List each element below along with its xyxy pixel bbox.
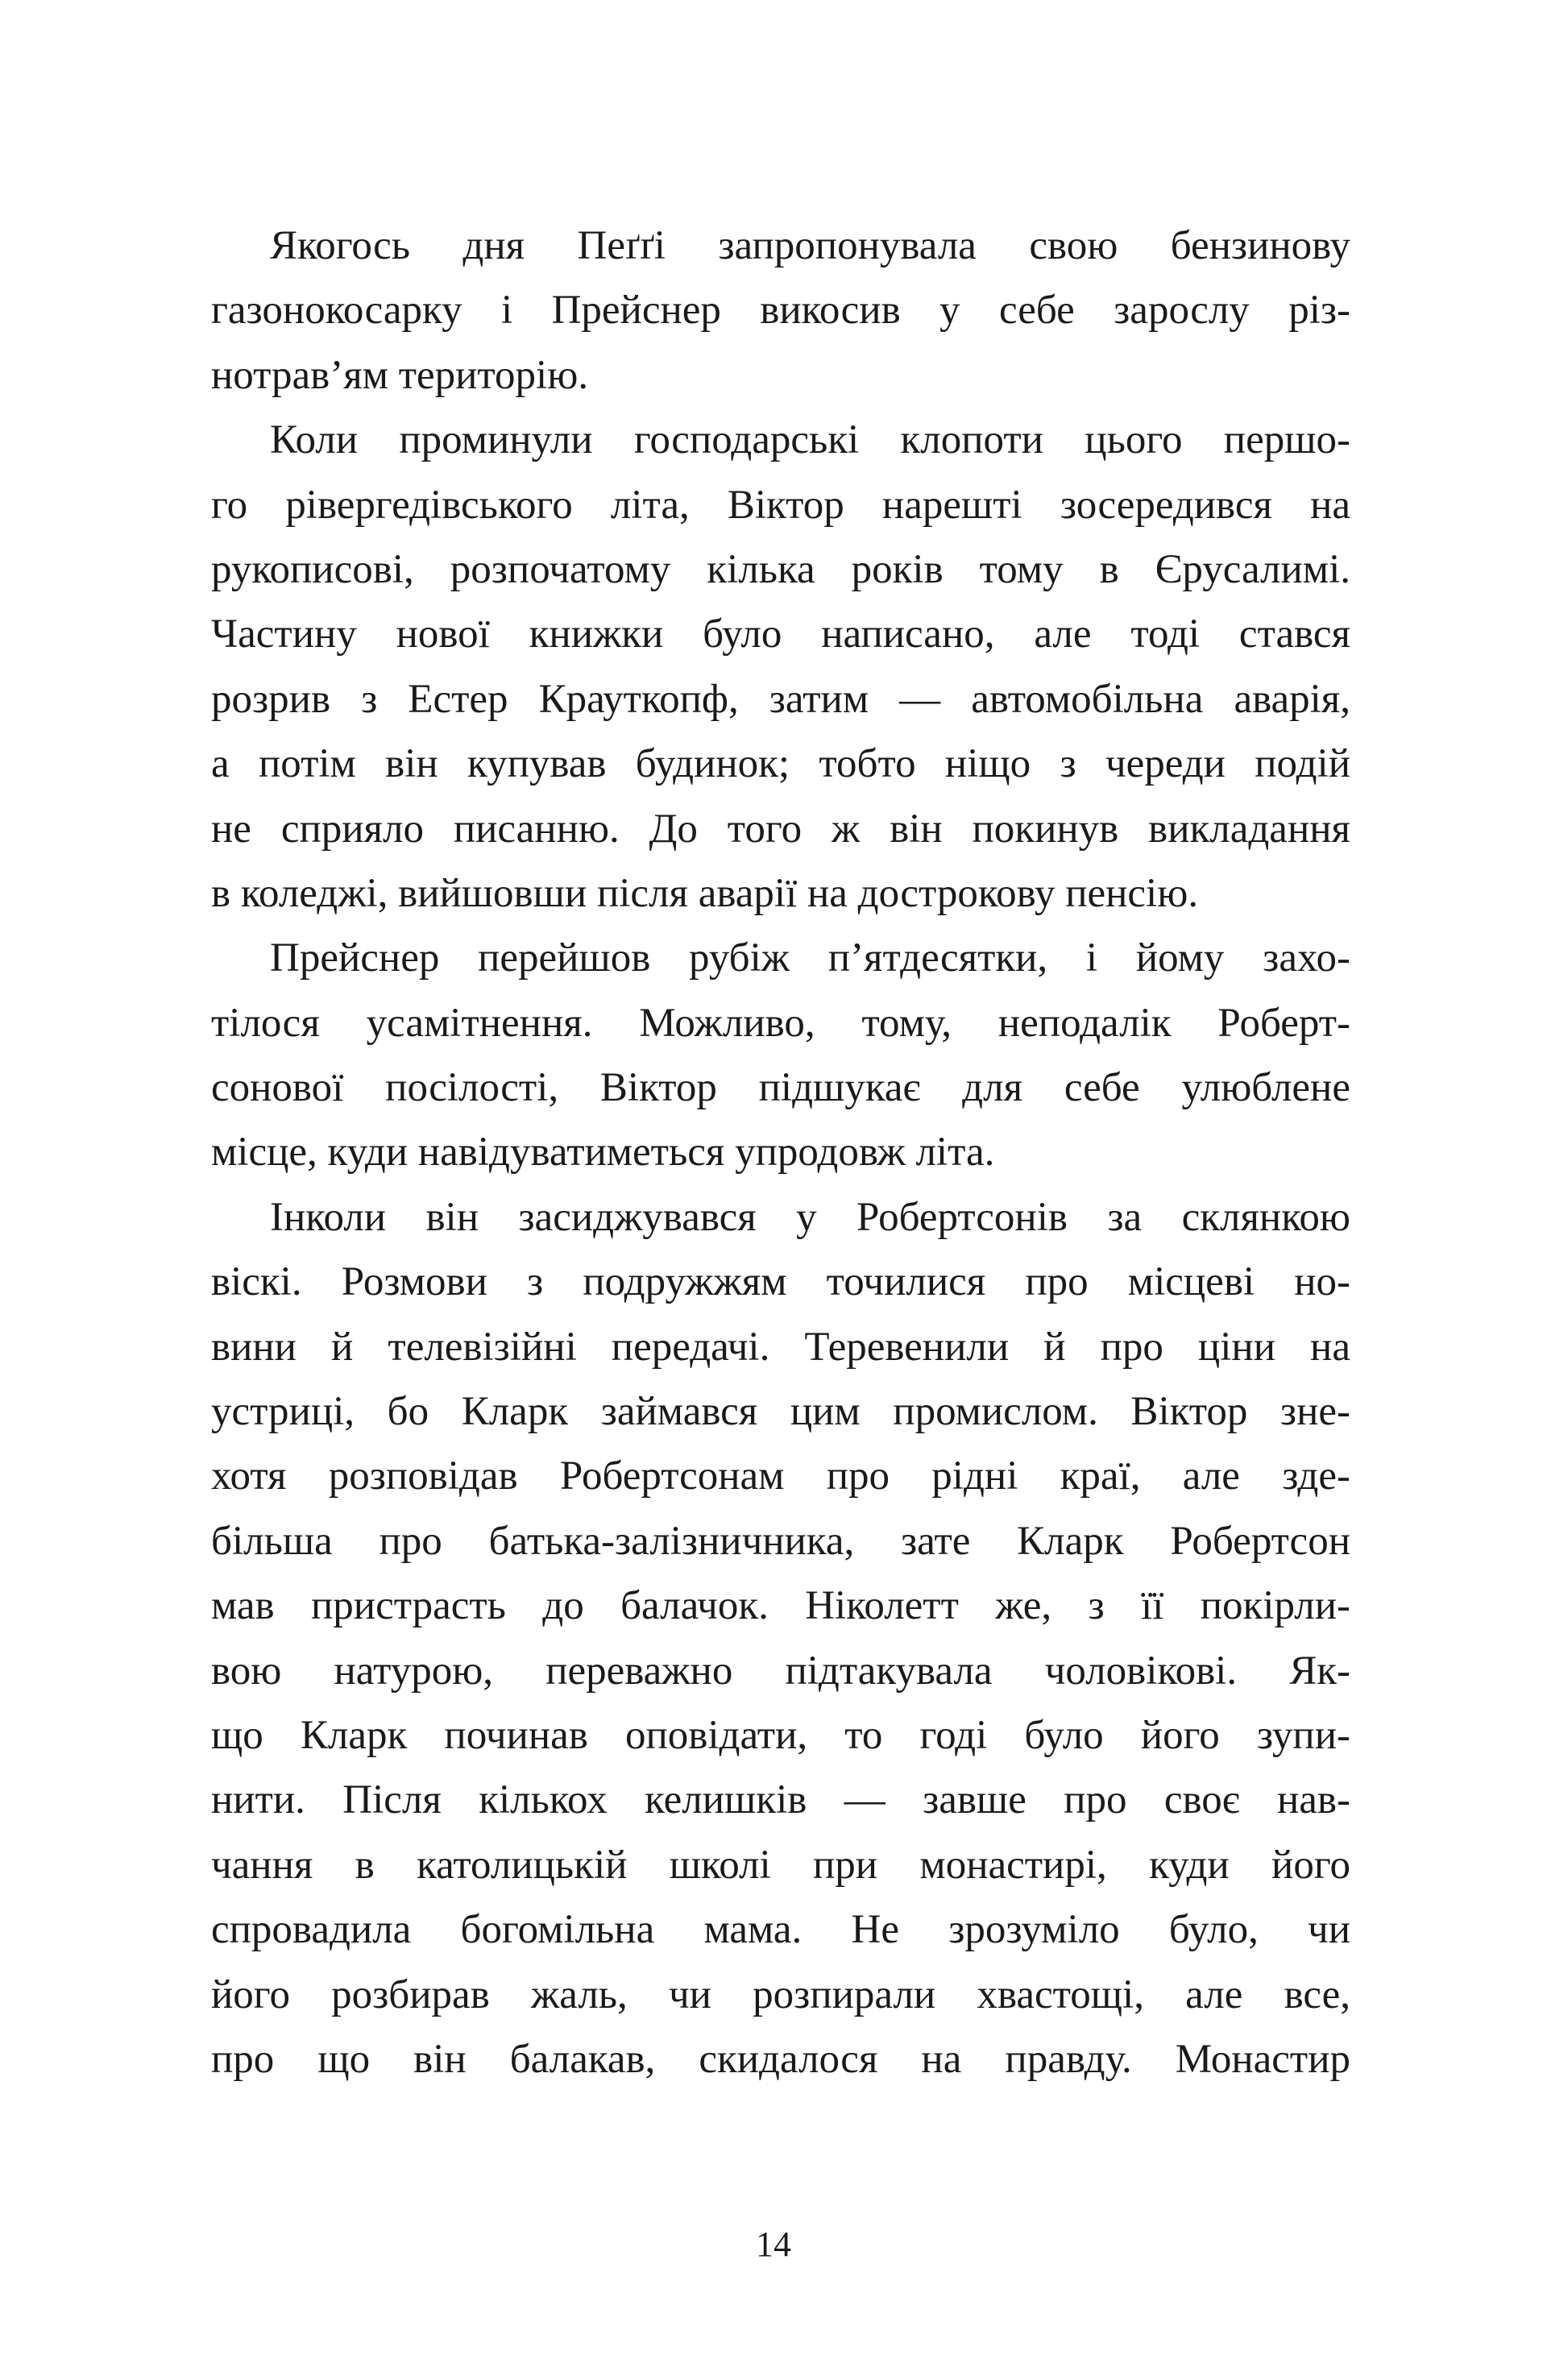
text-line: нотрав’ям територію. (211, 352, 589, 398)
text-line: мав пристрасть до балачок. Ніколетт же, з її покірли- (211, 1583, 1350, 1629)
text-line: Частину нової книжки було написано, але тоді стався (211, 612, 1350, 657)
page-number: 14 (756, 2225, 791, 2264)
text-line: про що він балакав, скидалося на правду. Монастир (211, 2036, 1350, 2082)
text-line: тілося усамітнення. Можливо, тому, неподалік Роберт- (211, 1000, 1350, 1046)
text-line: а потім він купував будинок; тобто ніщо з череди подій (211, 741, 1350, 787)
text-line: Прейснер перейшов рубіж п’ятдесятки, і йому захо- (270, 935, 1350, 981)
text-line: спровадила богомільна мама. Не зрозуміло було, чи (211, 1907, 1350, 1953)
text-line: розрив з Естер Крауткопф, затим — автомобільна аварія, (211, 676, 1350, 722)
text-line: віскі. Розмови з подружжям точилися про місцеві но- (211, 1259, 1350, 1305)
text-line: в коледжі, вийшовши після аварії на дострокову пенсію. (211, 870, 1199, 916)
text-line: його розбирав жаль, чи розпирали хвастощі, але все, (211, 1972, 1350, 2017)
text-line: рукописові, розпочатому кілька років тому в Єрусалимі. (211, 546, 1350, 592)
text-line: Коли проминули господарські клопоти цього першо- (270, 417, 1350, 463)
body-text (211, 214, 1350, 2092)
text-line: вою натурою, переважно підтакувала чоловікові. Як- (211, 1648, 1350, 1694)
text-line: устриці, бо Кларк займався цим промислом. Віктор зне- (211, 1389, 1350, 1435)
text-line: не сприяло писанню. До того ж він покинув викладання (211, 806, 1350, 852)
paragraph (211, 1185, 1350, 2092)
text-line: більша про батька-залізничника, зате Кларк Робертсон (211, 1518, 1350, 1564)
text-line: нити. Після кількох келишків — завше про своє нав- (211, 1777, 1350, 1823)
text-line: що Кларк починав оповідати, то годі було його зупи- (211, 1712, 1350, 1758)
paragraph (211, 926, 1350, 1185)
text-line: сонової посілості, Віктор підшукає для себе улюблене (211, 1065, 1350, 1111)
text-line: го рівергедівського літа, Віктор нарешті зосередився на (211, 482, 1350, 528)
text-line: хотя розповідав Робертсонам про рідні краї, але зде- (211, 1453, 1350, 1499)
text-line: вини й телевізійні передачі. Теревенили й про ціни на (211, 1324, 1350, 1370)
text-line: Якогось дня Пеґґі запропонувала свою бензинову (270, 223, 1350, 268)
paragraph (211, 408, 1350, 926)
text-line: Інколи він засиджувався у Робертсонів за склянкою (270, 1194, 1350, 1240)
paragraph (211, 214, 1350, 408)
text-line: газонокосарку і Прейснер викосив у себе зарослу різ- (211, 288, 1350, 334)
text-line: чання в католицькій школі при монастирі, куди його (211, 1842, 1350, 1888)
text-line: місце, куди навідуватиметься упродовж літа. (211, 1130, 995, 1175)
